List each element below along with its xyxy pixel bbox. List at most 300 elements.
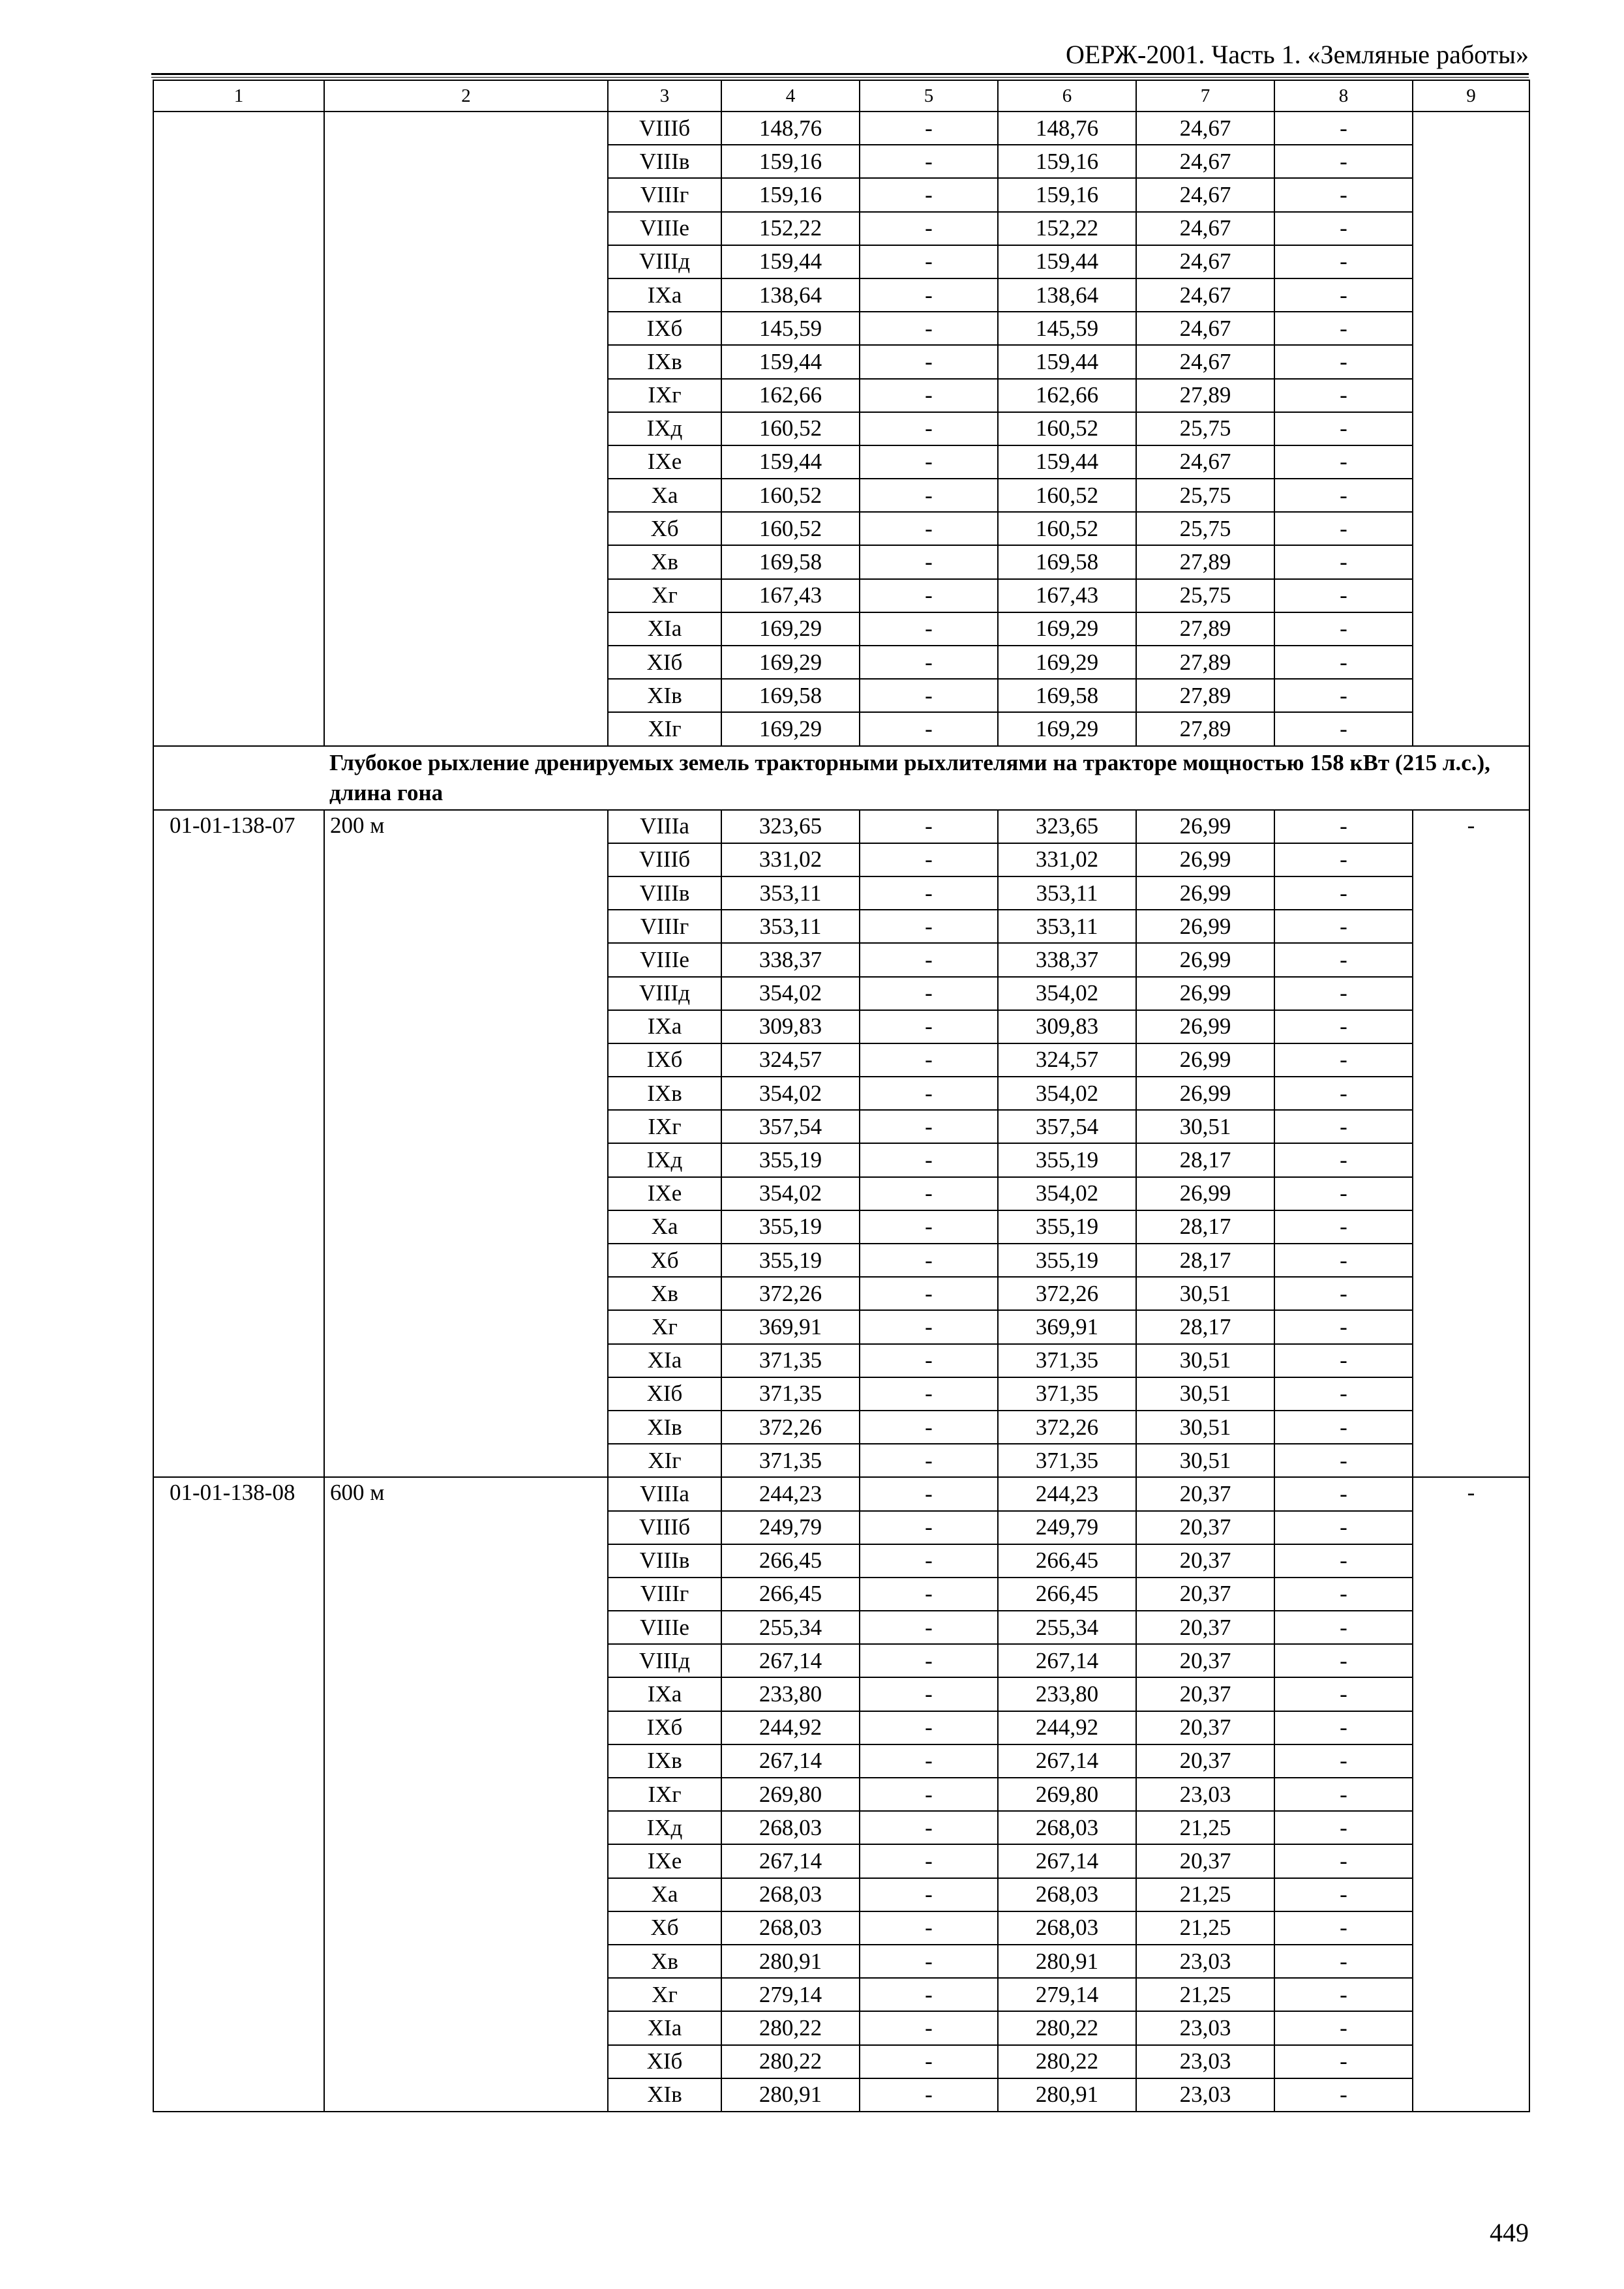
total-cost-cell: 371,35 [721,1444,860,1477]
materials-cell: - [1274,345,1413,378]
total-cost-cell: 331,02 [721,843,860,876]
machine-cost-cell: 353,11 [998,876,1136,910]
wages-cell: - [860,1978,998,2011]
total-cost-cell: 355,19 [721,1244,860,1277]
wages-cell: - [860,1677,998,1711]
wages-cell: - [860,379,998,412]
materials-cell: - [1274,278,1413,312]
wages-cell: - [860,1344,998,1377]
class-cell: Xб [608,1911,721,1945]
total-cost-cell: 244,23 [721,1477,860,1510]
column-number: 3 [608,80,721,112]
column-number-row [153,80,1529,112]
machine-cost-cell: 338,37 [998,943,1136,976]
class-cell: VIIIа [608,810,721,843]
machinist-wages-cell: 26,99 [1136,1177,1274,1210]
class-cell: Xг [608,1310,721,1343]
machine-cost-cell: 280,91 [998,2078,1136,2112]
wages-cell: - [860,2045,998,2078]
total-cost-cell: 324,57 [721,1043,860,1077]
materials-cell: - [1274,1511,1413,1544]
machine-cost-cell: 372,26 [998,1411,1136,1444]
machine-cost-cell: 152,22 [998,212,1136,245]
machinist-wages-cell: 26,99 [1136,843,1274,876]
machine-cost-cell: 357,54 [998,1110,1136,1143]
materials-cell: - [1274,1344,1413,1377]
machine-cost-cell: 353,11 [998,910,1136,943]
total-cost-cell: 372,26 [721,1411,860,1444]
total-cost-cell: 309,83 [721,1010,860,1043]
total-cost-cell: 266,45 [721,1578,860,1611]
machinist-wages-cell: 24,67 [1136,178,1274,211]
machine-cost-cell: 309,83 [998,1010,1136,1043]
total-cost-cell: 160,52 [721,512,860,545]
machinist-wages-cell: 24,67 [1136,312,1274,345]
total-cost-cell: 169,29 [721,646,860,679]
wages-cell: - [860,943,998,976]
table-row [153,1477,1529,1510]
column-number: 9 [1413,80,1529,112]
machinist-wages-cell: 27,89 [1136,545,1274,578]
materials-cell: - [1274,412,1413,445]
materials-cell: - [1274,112,1413,145]
materials-cell: - [1274,1177,1413,1210]
total-cost-cell: 159,44 [721,345,860,378]
total-cost-cell: 280,22 [721,2045,860,2078]
wages-cell: - [860,1310,998,1343]
page-number: 449 [1490,2218,1529,2247]
class-cell: VIIIа [608,1477,721,1510]
machinist-wages-cell: 24,67 [1136,145,1274,178]
rates-table [153,80,1530,2112]
machine-cost-cell: 233,80 [998,1677,1136,1711]
materials-cell: - [1274,712,1413,745]
machinist-wages-cell: 26,99 [1136,977,1274,1010]
class-cell: VIIIе [608,1611,721,1644]
rate-description: 200 м [324,810,608,1478]
machine-cost-cell: 169,29 [998,646,1136,679]
materials-cell: - [1274,379,1413,412]
column-number: 4 [721,80,860,112]
machine-cost-cell: 169,58 [998,545,1136,578]
machine-cost-cell: 323,65 [998,810,1136,843]
machinist-wages-cell: 23,03 [1136,2078,1274,2112]
class-cell: XIа [608,2011,721,2044]
class-cell: XIг [608,712,721,745]
materials-cell: - [1274,876,1413,910]
materials-cell: - [1274,1578,1413,1611]
class-cell: IXд [608,412,721,445]
wages-cell: - [860,1811,998,1844]
materials-cell: - [1274,1878,1413,1911]
class-cell: IXе [608,445,721,479]
machine-cost-cell: 169,58 [998,679,1136,712]
machine-cost-cell: 167,43 [998,579,1136,612]
total-cost-cell: 169,29 [721,612,860,646]
machine-cost-cell: 267,14 [998,1744,1136,1778]
wages-cell: - [860,646,998,679]
class-cell: IXа [608,278,721,312]
machinist-wages-cell: 27,89 [1136,379,1274,412]
total-cost-cell: 169,58 [721,545,860,578]
machine-cost-cell: 244,92 [998,1711,1136,1744]
materials-cell: - [1274,1143,1413,1176]
section-title: Глубокое рыхление дренируемых земель тракторными рыхлителями на тракторе мощностью 158 кВт (215 л.с.), длина гона [324,746,1529,810]
materials-cell: - [1274,646,1413,679]
materials-cell: - [1274,1844,1413,1878]
materials-cell: - [1274,1978,1413,2011]
machine-cost-cell: 371,35 [998,1377,1136,1411]
materials-cell: - [1274,910,1413,943]
machine-cost-cell: 371,35 [998,1344,1136,1377]
materials-cell: - [1274,977,1413,1010]
class-cell: IXб [608,1711,721,1744]
materials-cell: - [1274,545,1413,578]
materials-cell: - [1274,1277,1413,1310]
machine-cost-cell: 280,91 [998,1945,1136,1978]
machinist-wages-cell: 26,99 [1136,943,1274,976]
class-cell: VIIIб [608,112,721,145]
total-cost-cell: 280,22 [721,2011,860,2044]
total-cost-cell: 354,02 [721,977,860,1010]
total-cost-cell: 160,52 [721,479,860,512]
machine-cost-cell: 331,02 [998,843,1136,876]
wages-cell: - [860,1010,998,1043]
materials-cell: - [1274,445,1413,479]
total-cost-cell: 355,19 [721,1143,860,1176]
wages-cell: - [860,212,998,245]
materials-cell: - [1274,579,1413,612]
materials-cell: - [1274,679,1413,712]
materials-cell: - [1274,512,1413,545]
wages-cell: - [860,1177,998,1210]
machine-cost-cell: 371,35 [998,1444,1136,1477]
machinist-wages-cell: 24,67 [1136,345,1274,378]
materials-cell: - [1274,2045,1413,2078]
wages-cell: - [860,1778,998,1811]
header-rule [151,73,1529,75]
total-cost-cell: 267,14 [721,1844,860,1878]
wages-cell: - [860,1477,998,1510]
wages-cell: - [860,1844,998,1878]
class-cell: XIг [608,1444,721,1477]
materials-cell: - [1274,1077,1413,1110]
wages-cell: - [860,1578,998,1611]
machine-cost-cell: 324,57 [998,1043,1136,1077]
machinist-wages-cell: 28,17 [1136,1244,1274,1277]
class-cell: IXв [608,1077,721,1110]
total-cost-cell: 244,92 [721,1711,860,1744]
column-number: 2 [324,80,608,112]
total-cost-cell: 159,16 [721,178,860,211]
machine-cost-cell: 355,19 [998,1210,1136,1244]
machine-cost-cell: 159,44 [998,245,1136,278]
materials-cell: - [1274,612,1413,646]
total-cost-cell: 267,14 [721,1644,860,1677]
wages-cell: - [860,1444,998,1477]
machinist-wages-cell: 20,37 [1136,1677,1274,1711]
machinist-wages-cell: 21,25 [1136,1911,1274,1945]
machine-cost-cell: 369,91 [998,1310,1136,1343]
materials-cell: - [1274,479,1413,512]
total-cost-cell: 169,58 [721,679,860,712]
machinist-wages-cell: 30,51 [1136,1277,1274,1310]
machine-cost-cell: 159,16 [998,178,1136,211]
class-cell: Xв [608,1945,721,1978]
machine-cost-cell: 354,02 [998,977,1136,1010]
wages-cell: - [860,1043,998,1077]
class-cell: IXа [608,1677,721,1711]
machinist-wages-cell: 27,89 [1136,712,1274,745]
wages-cell: - [860,145,998,178]
wages-cell: - [860,1945,998,1978]
class-cell: IXа [608,1010,721,1043]
machinist-wages-cell: 28,17 [1136,1310,1274,1343]
machine-cost-cell: 159,44 [998,345,1136,378]
code-cell [153,112,324,746]
machine-cost-cell: 266,45 [998,1544,1136,1578]
class-cell: VIIIб [608,1511,721,1544]
machine-cost-cell: 267,14 [998,1844,1136,1878]
class-cell: VIIIд [608,245,721,278]
wages-cell: - [860,1878,998,1911]
total-cost-cell: 279,14 [721,1978,860,2011]
column-number: 5 [860,80,998,112]
total-cost-cell: 353,11 [721,876,860,910]
machinist-wages-cell: 24,67 [1136,245,1274,278]
header-rule-thin [151,77,1529,78]
machinist-wages-cell: 26,99 [1136,876,1274,910]
machine-cost-cell: 255,34 [998,1611,1136,1644]
machine-cost-cell: 138,64 [998,278,1136,312]
wages-cell: - [860,679,998,712]
class-cell: Xб [608,512,721,545]
machinist-wages-cell: 20,37 [1136,1511,1274,1544]
class-cell: Xг [608,1978,721,2011]
class-cell: XIв [608,1411,721,1444]
machine-cost-cell: 162,66 [998,379,1136,412]
class-cell: IXв [608,345,721,378]
machine-cost-cell: 160,52 [998,412,1136,445]
total-cost-cell: 249,79 [721,1511,860,1544]
class-cell: IXе [608,1177,721,1210]
materials-cell: - [1274,1477,1413,1510]
materials-cell: - [1274,1444,1413,1477]
total-cost-cell: 145,59 [721,312,860,345]
wages-cell: - [860,112,998,145]
total-cost-cell: 353,11 [721,910,860,943]
machinist-wages-cell: 30,51 [1136,1444,1274,1477]
materials-cell: - [1274,1244,1413,1277]
machinist-wages-cell: 20,37 [1136,1544,1274,1578]
machinist-wages-cell: 30,51 [1136,1344,1274,1377]
class-cell: XIв [608,2078,721,2112]
wages-cell: - [860,278,998,312]
wages-cell: - [860,1711,998,1744]
class-cell: XIб [608,1377,721,1411]
machinist-wages-cell: 21,25 [1136,1878,1274,1911]
machine-cost-cell: 354,02 [998,1077,1136,1110]
wages-cell: - [860,1411,998,1444]
machinist-wages-cell: 20,37 [1136,1477,1274,1510]
materials-cell: - [1274,1811,1413,1844]
machinist-wages-cell: 28,17 [1136,1210,1274,1244]
wages-cell: - [860,977,998,1010]
wages-cell: - [860,1077,998,1110]
table-row [153,112,1529,145]
code-cell [153,746,324,810]
wages-cell: - [860,1544,998,1578]
materials-cell: - [1274,1945,1413,1978]
column-number: 7 [1136,80,1274,112]
machinist-wages-cell: 30,51 [1136,1110,1274,1143]
class-cell: XIа [608,1344,721,1377]
materials-cell: - [1274,1911,1413,1945]
wages-cell: - [860,612,998,646]
machine-cost-cell: 244,23 [998,1477,1136,1510]
class-cell: Xа [608,1210,721,1244]
total-cost-cell: 280,91 [721,2078,860,2112]
materials-cell: - [1274,1744,1413,1778]
wages-cell: - [860,1143,998,1176]
col9-cell: - [1413,1477,1529,2112]
class-cell: XIа [608,612,721,646]
table-body [153,80,1529,2112]
wages-cell: - [860,712,998,745]
class-cell: XIб [608,2045,721,2078]
wages-cell: - [860,512,998,545]
description-cell [324,112,608,746]
materials-cell: - [1274,1377,1413,1411]
materials-cell: - [1274,1611,1413,1644]
total-cost-cell: 357,54 [721,1110,860,1143]
total-cost-cell: 354,02 [721,1177,860,1210]
machinist-wages-cell: 20,37 [1136,1744,1274,1778]
rate-code: 01-01-138-08 [153,1477,324,2112]
total-cost-cell: 280,91 [721,1945,860,1978]
machinist-wages-cell: 23,03 [1136,1945,1274,1978]
wages-cell: - [860,245,998,278]
machinist-wages-cell: 23,03 [1136,2045,1274,2078]
machine-cost-cell: 279,14 [998,1978,1136,2011]
rate-code: 01-01-138-07 [153,810,324,1478]
wages-cell: - [860,910,998,943]
machine-cost-cell: 160,52 [998,479,1136,512]
col9-cell [1413,112,1529,746]
class-cell: IXб [608,312,721,345]
machine-cost-cell: 169,29 [998,612,1136,646]
wages-cell: - [860,1377,998,1411]
total-cost-cell: 338,37 [721,943,860,976]
class-cell: Xа [608,1878,721,1911]
class-cell: Xв [608,545,721,578]
wages-cell: - [860,1511,998,1544]
materials-cell: - [1274,1778,1413,1811]
materials-cell: - [1274,1010,1413,1043]
table-row [153,810,1529,843]
column-number: 8 [1274,80,1413,112]
wages-cell: - [860,810,998,843]
class-cell: Xа [608,479,721,512]
wages-cell: - [860,2078,998,2112]
total-cost-cell: 169,29 [721,712,860,745]
class-cell: IXд [608,1143,721,1176]
machinist-wages-cell: 20,37 [1136,1844,1274,1878]
machine-cost-cell: 280,22 [998,2011,1136,2044]
class-cell: VIIIе [608,212,721,245]
materials-cell: - [1274,1310,1413,1343]
total-cost-cell: 159,16 [721,145,860,178]
machinist-wages-cell: 27,89 [1136,646,1274,679]
machinist-wages-cell: 24,67 [1136,212,1274,245]
materials-cell: - [1274,943,1413,976]
total-cost-cell: 255,34 [721,1611,860,1644]
total-cost-cell: 268,03 [721,1911,860,1945]
class-cell: IXг [608,1110,721,1143]
machinist-wages-cell: 20,37 [1136,1611,1274,1644]
class-cell: IXб [608,1043,721,1077]
materials-cell: - [1274,843,1413,876]
total-cost-cell: 354,02 [721,1077,860,1110]
total-cost-cell: 369,91 [721,1310,860,1343]
total-cost-cell: 372,26 [721,1277,860,1310]
class-cell: VIIIг [608,1578,721,1611]
wages-cell: - [860,1244,998,1277]
materials-cell: - [1274,178,1413,211]
total-cost-cell: 162,66 [721,379,860,412]
class-cell: XIв [608,679,721,712]
wages-cell: - [860,445,998,479]
column-number: 1 [153,80,324,112]
materials-cell: - [1274,2078,1413,2112]
total-cost-cell: 269,80 [721,1778,860,1811]
total-cost-cell: 267,14 [721,1744,860,1778]
machinist-wages-cell: 26,99 [1136,1043,1274,1077]
machinist-wages-cell: 24,67 [1136,445,1274,479]
total-cost-cell: 323,65 [721,810,860,843]
wages-cell: - [860,876,998,910]
wages-cell: - [860,1911,998,1945]
total-cost-cell: 268,03 [721,1811,860,1844]
total-cost-cell: 159,44 [721,245,860,278]
total-cost-cell: 148,76 [721,112,860,145]
machine-cost-cell: 354,02 [998,1177,1136,1210]
class-cell: Xг [608,579,721,612]
total-cost-cell: 160,52 [721,412,860,445]
class-cell: VIIIе [608,943,721,976]
machinist-wages-cell: 23,03 [1136,2011,1274,2044]
machine-cost-cell: 269,80 [998,1778,1136,1811]
machinist-wages-cell: 30,51 [1136,1377,1274,1411]
wages-cell: - [860,1277,998,1310]
wages-cell: - [860,545,998,578]
section-title-row [153,746,1529,810]
class-cell: VIIIг [608,178,721,211]
total-cost-cell: 266,45 [721,1544,860,1578]
machinist-wages-cell: 24,67 [1136,278,1274,312]
machine-cost-cell: 268,03 [998,1911,1136,1945]
machine-cost-cell: 169,29 [998,712,1136,745]
machinist-wages-cell: 21,25 [1136,1978,1274,2011]
machinist-wages-cell: 20,37 [1136,1711,1274,1744]
machinist-wages-cell: 25,75 [1136,579,1274,612]
wages-cell: - [860,1611,998,1644]
total-cost-cell: 233,80 [721,1677,860,1711]
machinist-wages-cell: 27,89 [1136,612,1274,646]
machinist-wages-cell: 27,89 [1136,679,1274,712]
materials-cell: - [1274,1043,1413,1077]
machinist-wages-cell: 26,99 [1136,1010,1274,1043]
